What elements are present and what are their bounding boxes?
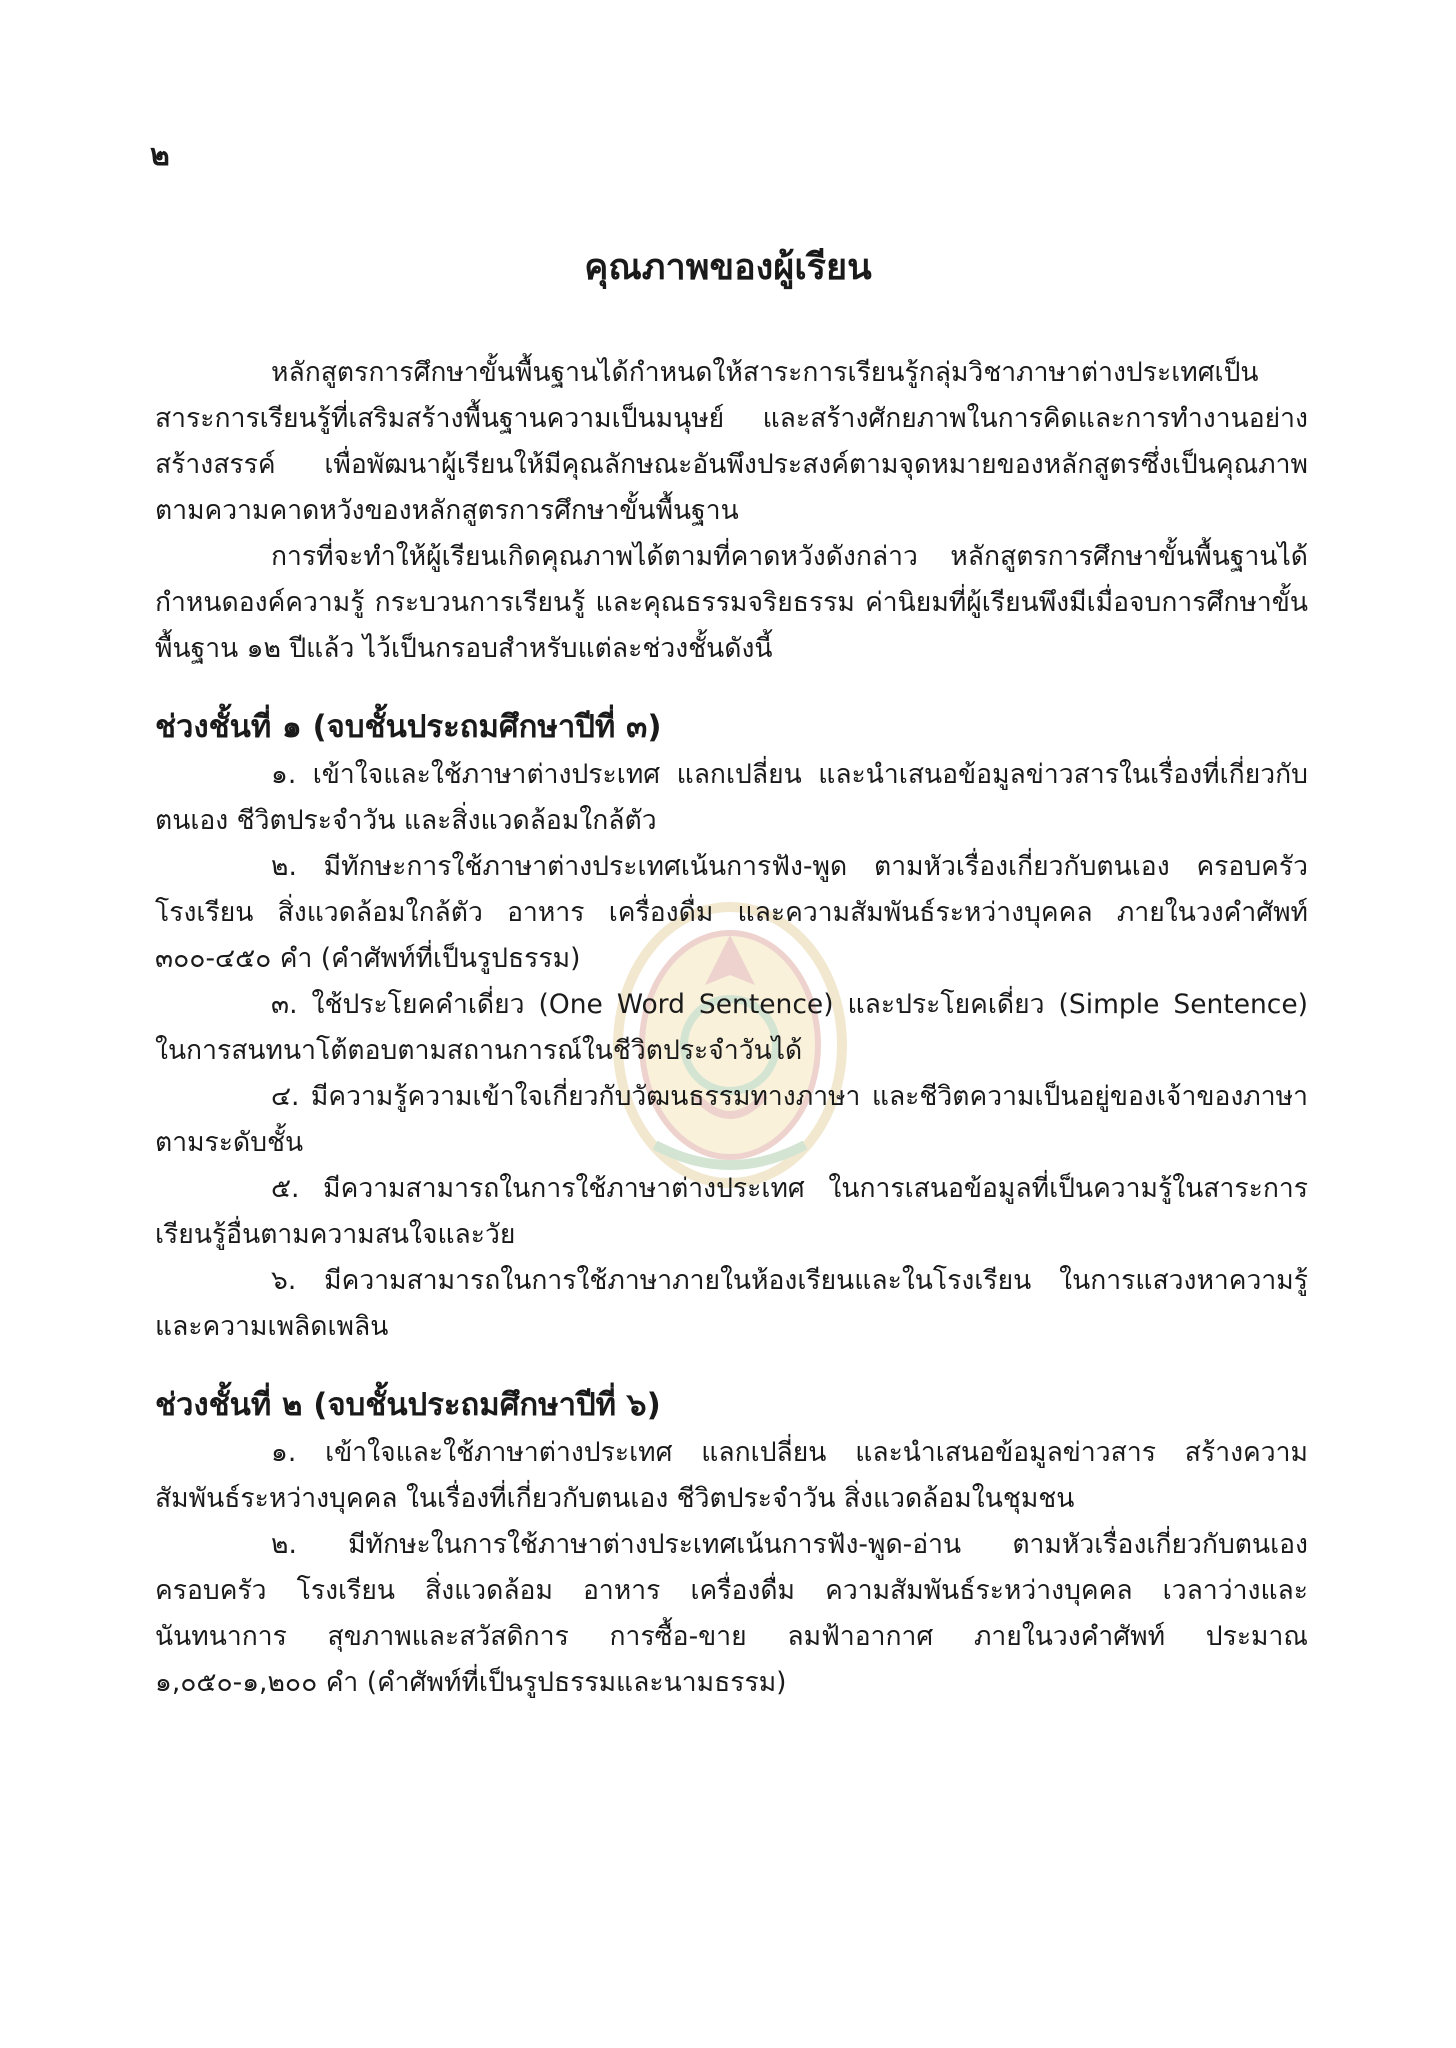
list-item: ๒. มีทักษะในการใช้ภาษาต่างประเทศเน้นการฟัง-พูด-อ่าน ตามหัวเรื่องเกี่ยวกับตนเอง ครอบครัว โรงเรียน สิ่งแวดล้อม อาหาร เครื่องดื่ม ความสัมพันธ์ระหว่างบุคคล เวลาว่างและนันทนาการ สุขภาพและสวัสดิการ การซื้อ-ขาย ลมฟ้าอากาศ ภายในวงคำศัพท์ ประมาณ ๑,๐๕๐-๑,๒๐๐ คำ (คำศัพท์ที่เป็นรูปธรรมและนามธรรม)	[155, 1529, 1308, 1698]
list-item: ๑. เข้าใจและใช้ภาษาต่างประเทศ แลกเปลี่ยน และนำเสนอข้อมูลข่าวสาร สร้างความสัมพันธ์ระหว่างบุคคล ในเรื่องที่เกี่ยวกับตนเอง ชีวิตประจำวัน สิ่งแวดล้อมในชุมชน	[155, 1437, 1308, 1514]
section-heading: ช่วงชั้นที่ ๑ (จบชั้นประถมศึกษาปีที่ ๓)	[155, 709, 662, 745]
list-item: ๕. มีความสามารถในการใช้ภาษาต่างประเทศ ในการเสนอข้อมูลที่เป็นความรู้ในสาระการเรียนรู้อื่นตามความสนใจและวัย	[155, 1173, 1308, 1250]
page-number: ๒	[150, 138, 170, 173]
intro-section	[155, 350, 1308, 672]
list-item: ๑. เข้าใจและใช้ภาษาต่างประเทศ แลกเปลี่ยน และนำเสนอข้อมูลข่าวสารในเรื่องที่เกี่ยวกับตนเอง ชีวิตประจำวัน และสิ่งแวดล้อมใกล้ตัว	[155, 759, 1308, 836]
list-item: ๒. มีทักษะการใช้ภาษาต่างประเทศเน้นการฟัง-พูด ตามหัวเรื่องเกี่ยวกับตนเอง ครอบครัว โรงเรียน สิ่งแวดล้อมใกล้ตัว อาหาร เครื่องดื่ม และความสัมพันธ์ระหว่างบุคคล ภายในวงคำศัพท์ ๓๐๐-๔๕๐ คำ (คำศัพท์ที่เป็นรูปธรรม)	[155, 851, 1308, 974]
section-level-1	[155, 702, 1308, 1350]
list-item: ๖. มีความสามารถในการใช้ภาษาภายในห้องเรียนและในโรงเรียน ในการแสวงหาความรู้และความเพลิดเพลิน	[155, 1265, 1308, 1342]
list-item: ๓. ใช้ประโยคคำเดี่ยว (One Word Sentence) และประโยคเดี่ยว (Simple Sentence) ในการสนทนาโต้ตอบตามสถานการณ์ในชีวิตประจำวันได้	[155, 989, 1308, 1066]
intro-paragraph-2: การที่จะทำให้ผู้เรียนเกิดคุณภาพได้ตามที่คาดหวังดังกล่าว หลักสูตรการศึกษาขั้นพื้นฐานได้กำหนดองค์ความรู้ กระบวนการเรียนรู้ และคุณธรรมจริยธรรม ค่านิยมที่ผู้เรียนพึงมีเมื่อจบการศึกษาขั้นพื้นฐาน ๑๒ ปีแล้ว ไว้เป็นกรอบสำหรับแต่ละช่วงชั้นดังนี้	[155, 541, 1308, 664]
list-item: ๔. มีความรู้ความเข้าใจเกี่ยวกับวัฒนธรรมทางภาษา และชีวิตความเป็นอยู่ของเจ้าของภาษาตามระดับชั้น	[155, 1081, 1308, 1158]
intro-paragraph-1: หลักสูตรการศึกษาขั้นพื้นฐานได้กำหนดให้สาระการเรียนรู้กลุ่มวิชาภาษาต่างประเทศเป็นสาระการเรียนรู้ที่เสริมสร้างพื้นฐานความเป็นมนุษย์ และสร้างศักยภาพในการคิดและการทำงานอย่างสร้างสรรค์ เพื่อพัฒนาผู้เรียนให้มีคุณลักษณะอันพึงประสงค์ตามจุดหมายของหลักสูตรซึ่งเป็นคุณภาพตามความคาดหวังของหลักสูตรการศึกษาขั้นพื้นฐาน	[155, 357, 1308, 526]
document-body	[155, 350, 1308, 1706]
section-heading: ช่วงชั้นที่ ๒ (จบชั้นประถมศึกษาปีที่ ๖)	[155, 1387, 661, 1423]
section-level-2	[155, 1380, 1308, 1706]
page-title: คุณภาพของผู้เรียน	[584, 247, 872, 288]
